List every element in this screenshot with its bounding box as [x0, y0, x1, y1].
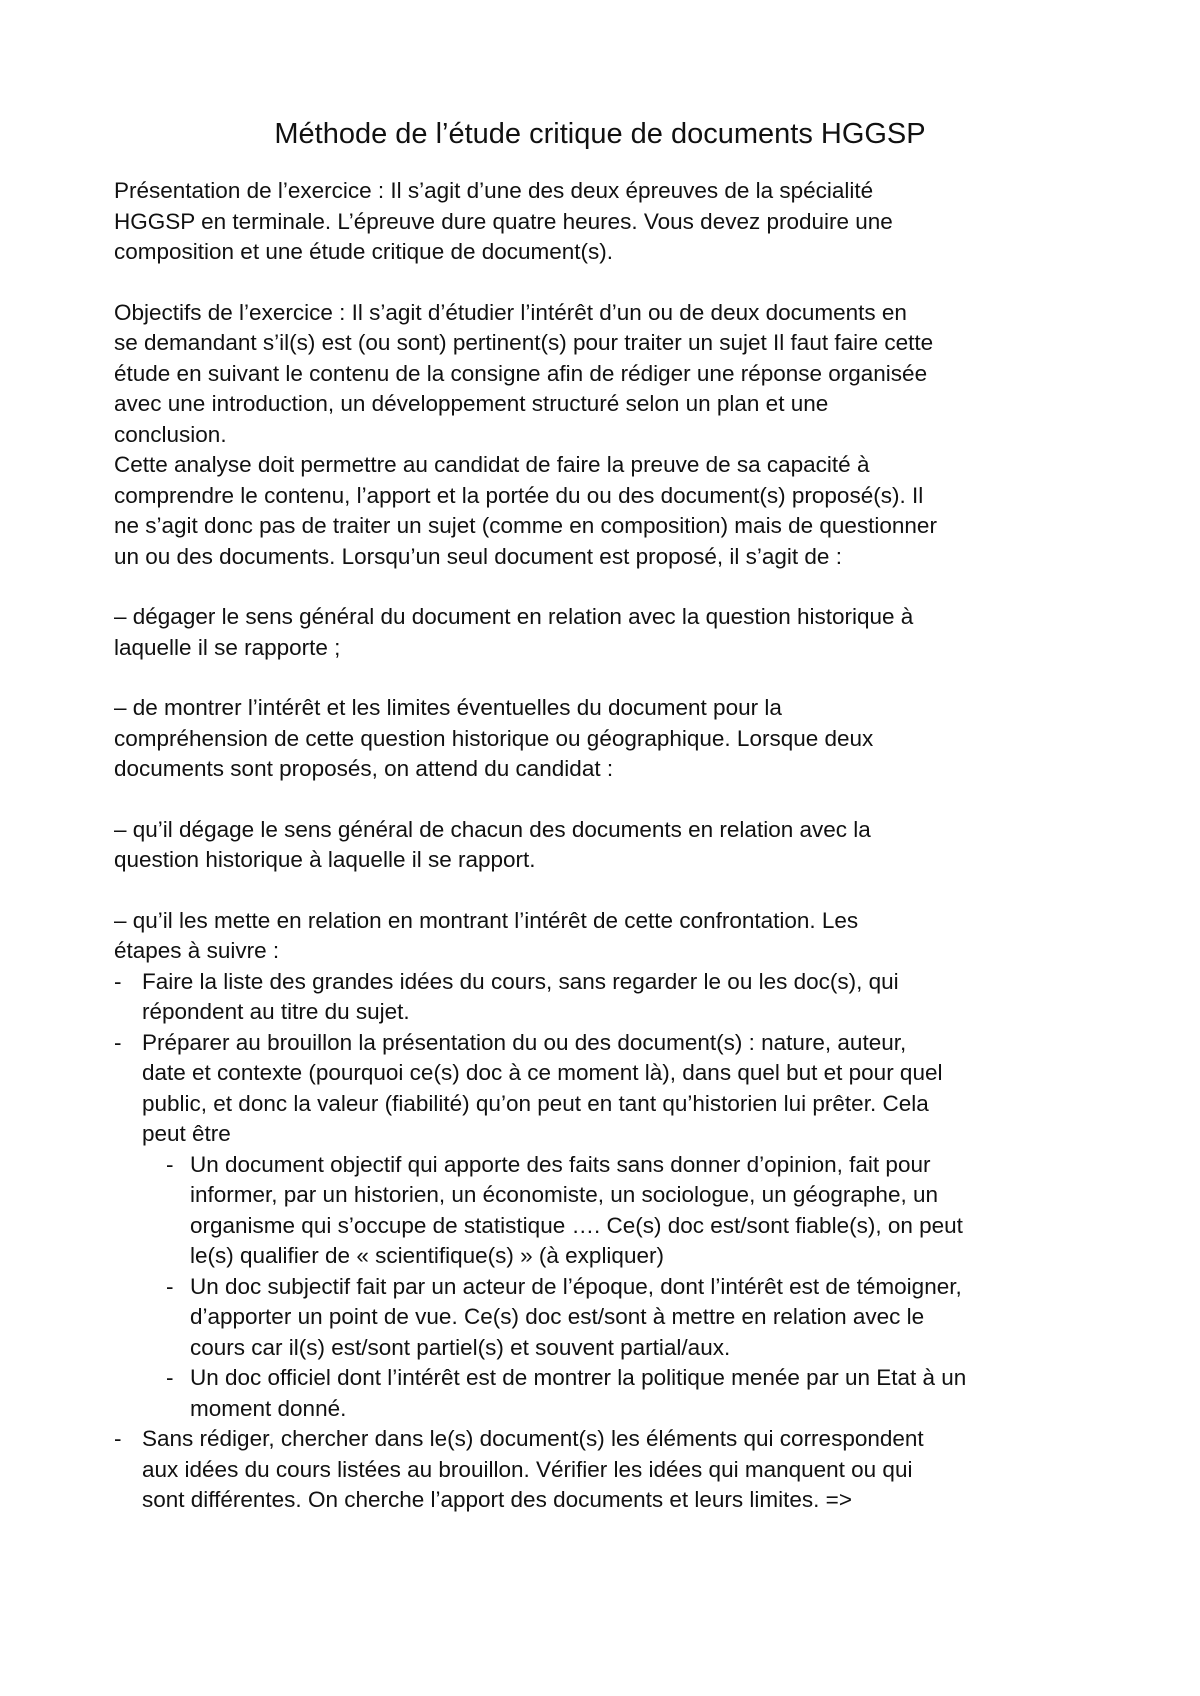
text-line: – dégager le sens général du document en relation avec la question historique à [114, 604, 914, 629]
text-line: ne s’agit donc pas de traiter un sujet (comme en composition) mais de questionner [114, 513, 937, 538]
text-line: - Un doc subjectif fait par un acteur de l’époque, dont l’intérêt est de témoigner, [190, 1273, 962, 1299]
objectifs-paragraph [114, 298, 1100, 573]
text-line: compréhension de cette question historique ou géographique. Lorsque deux [114, 725, 874, 751]
text-line: HGGSP en terminale. L’épreuve dure quatre heures. Vous devez produire une [114, 208, 893, 234]
text-line: organisme qui s’occupe de statistique …. Ce(s) doc est/sont fiable(s), on peut [190, 1212, 963, 1238]
item-degager [114, 602, 1100, 663]
step-list-item [114, 967, 1100, 1028]
text-line: date et contexte (pourquoi ce(s) doc à ce moment là), dans quel but et pour quel [142, 1060, 943, 1085]
text-line: peut être [142, 1121, 231, 1146]
item-montrer [114, 693, 1100, 785]
text-line: un ou des documents. Lorsqu’un seul document est proposé, il s’agit de : [114, 543, 842, 569]
text-line: moment donné. [190, 1395, 347, 1421]
text-line: - Sans rédiger, chercher dans le(s) document(s) les éléments qui correspondent [142, 1426, 924, 1451]
text-line: laquelle il se rapporte ; [114, 634, 341, 660]
text-line: - Faire la liste des grandes idées du cours, sans regarder le ou les doc(s), qui [142, 968, 899, 994]
text-line: – de montrer l’intérêt et les limites éventuelles du document pour la [114, 695, 782, 720]
text-line: - Un doc officiel dont l’intérêt est de montrer la politique menée par un Etat à un [190, 1365, 967, 1390]
text-line: informer, par un historien, un économiste, un sociologue, un géographe, un [190, 1182, 938, 1207]
text-line: Cette analyse doit permettre au candidat de faire la preuve de sa capacité à [114, 452, 870, 477]
step-list-item [114, 1028, 1100, 1425]
document-types-list [142, 1150, 1100, 1425]
text-line: – qu’il les mette en relation en montrant l’intérêt de cette confrontation. Les [114, 907, 859, 933]
item-quil-mette [114, 906, 1100, 967]
item-quil-degage [114, 815, 1100, 876]
text-line: documents sont proposés, on attend du candidat : [114, 756, 614, 781]
text-line: étapes à suivre : [114, 938, 280, 963]
text-line: comprendre le contenu, l’apport et la portée du ou des document(s) proposé(s). Il [114, 482, 924, 508]
sub-list-item [166, 1363, 1100, 1424]
text-line: public, et donc la valeur (fiabilité) qu’on peut en tant qu’historien lui prêter. Cela [142, 1090, 929, 1116]
steps-list-continued [114, 1424, 1100, 1516]
text-line: - Un document objectif qui apporte des faits sans donner d’opinion, fait pour [190, 1151, 931, 1177]
text-line: aux idées du cours listées au brouillon. Vérifier les idées qui manquent ou qui [142, 1456, 913, 1482]
text-line: Présentation de l’exercice : Il s’agit d’une des deux épreuves de la spécialité [114, 178, 874, 203]
sub-list-item [166, 1150, 1100, 1272]
text-line: conclusion. [114, 421, 227, 447]
text-line: composition et une étude critique de document(s). [114, 239, 614, 264]
text-line: question historique à laquelle il se rapport. [114, 847, 536, 872]
text-line: cours car il(s) est/sont partiel(s) et souvent partial/aux. [190, 1334, 731, 1360]
text-line: répondent au titre du sujet. [142, 999, 410, 1024]
text-line: - Préparer au brouillon la présentation du ou des document(s) : nature, auteur, [142, 1029, 907, 1055]
text-line: le(s) qualifier de « scientifique(s) » (à expliquer) [190, 1243, 664, 1268]
text-line: sont différentes. On cherche l’apport des documents et leurs limites. => [142, 1487, 852, 1512]
text-line: avec une introduction, un développement structuré selon un plan et une [114, 391, 829, 416]
text-line: Objectifs de l’exercice : Il s’agit d’étudier l’intérêt d’un ou de deux documents en [114, 299, 907, 325]
sub-list-item [166, 1272, 1100, 1364]
text-line: étude en suivant le contenu de la consigne afin de rédiger une réponse organisée [114, 360, 928, 386]
step-list-item [114, 1424, 1100, 1516]
document-title: Méthode de l’étude critique de documents HGGSP [274, 118, 926, 150]
steps-list [114, 967, 1100, 1425]
text-line: d’apporter un point de vue. Ce(s) doc est/sont à mettre en relation avec le [190, 1304, 925, 1329]
presentation-paragraph [114, 176, 1100, 268]
text-line: – qu’il dégage le sens général de chacun des documents en relation avec la [114, 816, 871, 842]
text-line: se demandant s’il(s) est (ou sont) pertinent(s) pour traiter un sujet Il faut faire cette [114, 330, 934, 355]
